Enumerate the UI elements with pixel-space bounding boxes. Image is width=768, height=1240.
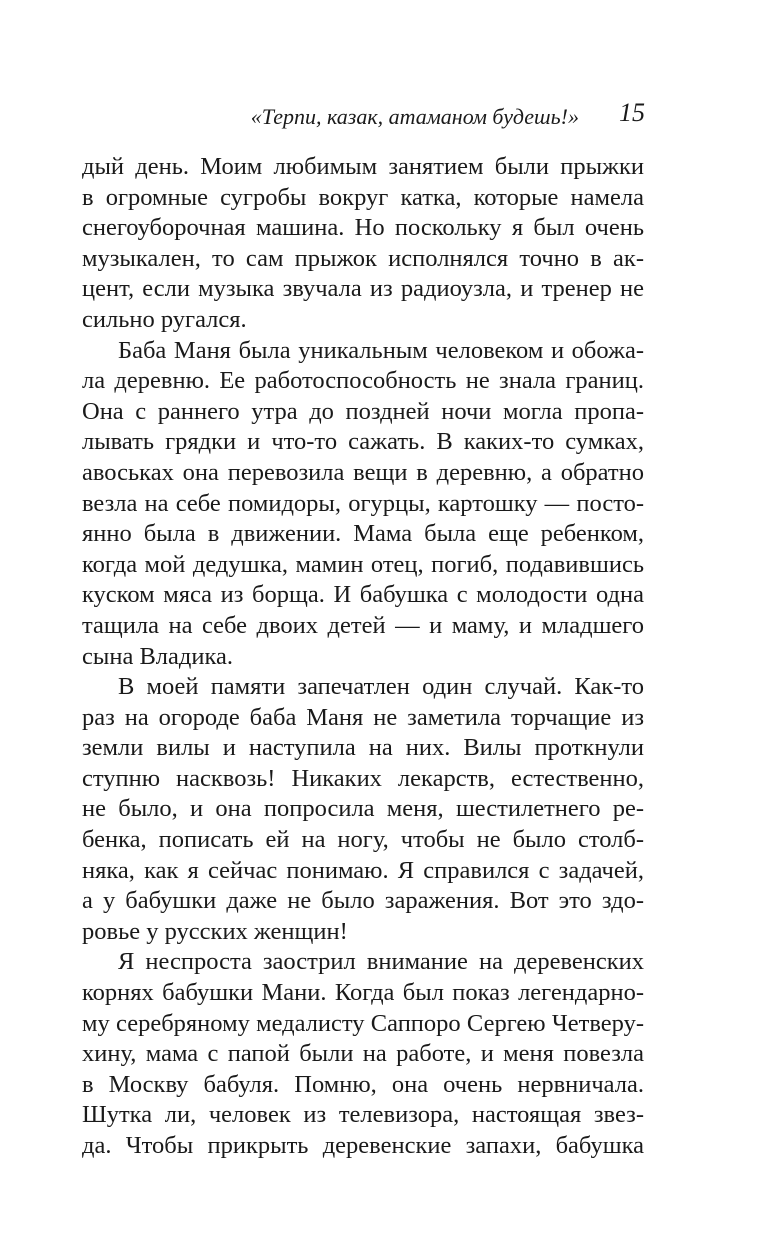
text-line: когда мой дедушка, мамин отец, погиб, подавившись (82, 550, 644, 578)
text-line: ла деревню. Ее работоспособность не знала границ. (82, 367, 644, 395)
text-line: в огромные сугробы вокруг катка, которые намела (82, 183, 644, 211)
text-line: ступню насквозь! Никаких лекарств, естественно, (82, 764, 644, 792)
text-line: везла на себе помидоры, огурцы, картошку — посто- (82, 489, 644, 517)
paragraph (82, 152, 644, 336)
text-line: сильно ругался. (82, 305, 247, 333)
text-line: Я неспроста заострил внимание на деревенских (118, 948, 644, 976)
text-line: земли вилы и наступила на них. Вилы проткнули (82, 734, 644, 762)
text-line: Она с раннего утра до поздней ночи могла пропа- (82, 397, 644, 425)
text-line: куском мяса из борща. И бабушка с молодости одна (82, 581, 644, 609)
text-line: ровье у русских женщин! (82, 917, 348, 945)
text-line: бенка, пописать ей на ногу, чтобы не было столб- (82, 826, 644, 854)
running-title: «Терпи, казак, атаманом будешь!» (250, 104, 579, 129)
paragraph (82, 336, 644, 673)
paragraph (82, 947, 644, 1161)
page-number: 15 (619, 98, 645, 127)
text-line: не было, и она попросила меня, шестилетнего ре- (82, 795, 644, 823)
text-line: цент, если музыка звучала из радиоузла, и тренер не (82, 275, 644, 303)
body-text (82, 152, 644, 1162)
running-header (82, 98, 645, 134)
text-line: му серебряному медалисту Саппоро Сергею Четверу- (82, 1009, 644, 1037)
text-line: няка, как я сейчас понимаю. Я справился с задачей, (82, 856, 644, 884)
text-line: музыкален, то сам прыжок исполнялся точно в ак- (82, 244, 644, 272)
text-line: а у бабушки даже не было заражения. Вот это здо- (82, 887, 644, 915)
text-line: янно была в движении. Мама была еще ребенком, (82, 520, 644, 548)
paragraph (82, 672, 644, 947)
text-line: дый день. Моим любимым занятием были прыжки (82, 153, 644, 180)
text-line: да. Чтобы прикрыть деревенские запахи, бабушка (82, 1132, 644, 1159)
text-line: снегоуборочная машина. Но поскольку я был очень (82, 214, 644, 242)
text-line: лывать грядки и что-то сажать. В каких-то сумках, (82, 428, 644, 456)
text-line: корнях бабушки Мани. Когда был показ легендарно- (82, 979, 644, 1007)
text-line: хину, мама с папой были на работе, и меня повезла (82, 1040, 644, 1068)
text-line: тащила на себе двоих детей — и маму, и младшего (82, 611, 644, 639)
text-line: Шутка ли, человек из телевизора, настоящая звез- (82, 1101, 644, 1129)
text-line: авоськах она перевозила вещи в деревню, а обратно (82, 458, 644, 486)
text-line: Баба Маня была уникальным человеком и обожа- (118, 336, 644, 364)
text-line: В моей памяти запечатлен один случай. Как-то (118, 673, 644, 701)
text-line: раз на огороде баба Маня не заметила торчащие из (82, 703, 644, 731)
text-line: в Москву бабуля. Помню, она очень нервничала. (82, 1070, 644, 1098)
text-line: сына Владика. (82, 642, 233, 670)
